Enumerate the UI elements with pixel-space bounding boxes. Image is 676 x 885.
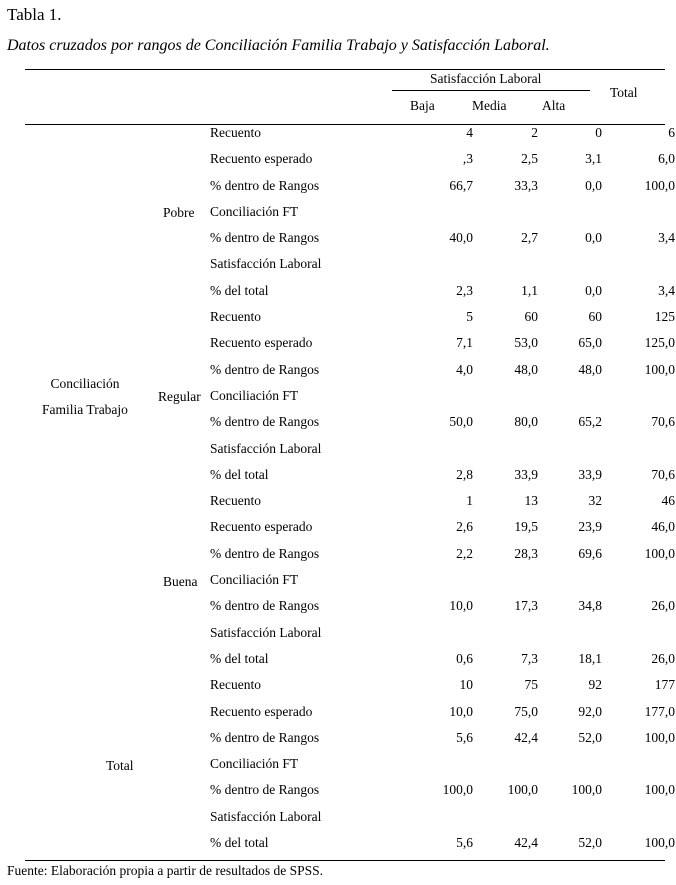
statistic-label: Recuento esperado: [210, 335, 313, 351]
level-cell: [150, 672, 210, 698]
statistic-label: % dentro de Rangos: [210, 598, 320, 614]
level-cell: [150, 699, 210, 725]
cell-baja: 66,7: [449, 177, 473, 193]
row-variable-cell: [25, 330, 150, 356]
level-cell: [150, 541, 210, 567]
row-variable-line2: Familia Trabajo: [42, 402, 128, 417]
cell-media: [473, 436, 538, 462]
statistic-label: Recuento: [210, 493, 261, 509]
cell-alta: [538, 436, 602, 462]
cell-baja: ,3: [462, 151, 473, 167]
statistic-label: Recuento: [210, 125, 261, 140]
level-cell: [150, 725, 210, 751]
level-label-pobre: Pobre: [163, 205, 195, 220]
cell-baja: [407, 436, 473, 462]
table-row: [25, 462, 675, 488]
table-source-note: Fuente: Elaboración propia a partir de resultados de SPSS.: [7, 863, 324, 878]
statistic-label: % del total: [210, 650, 269, 666]
level-label-regular: Regular: [158, 389, 201, 404]
cell-total: 26,0: [651, 650, 675, 666]
statistic-label: Recuento esperado: [210, 703, 313, 719]
statistic-label: % dentro de Rangos: [210, 361, 320, 377]
cell-total: 177,0: [644, 703, 675, 719]
cell-baja: 40,0: [449, 230, 473, 246]
row-variable-cell: [25, 804, 150, 830]
cell-alta: 60: [588, 309, 602, 325]
cell-media: 17,3: [514, 598, 538, 614]
cell-media: 48,0: [514, 361, 538, 377]
row-variable-cell: [25, 146, 150, 172]
row-variable-cell: [25, 830, 150, 856]
cell-total: 3,4: [658, 230, 675, 246]
cell-baja: 0,6: [456, 650, 473, 666]
row-variable-line1: Conciliación: [50, 376, 120, 391]
cell-media: [473, 199, 538, 225]
table-row: [25, 725, 675, 751]
level-cell: [150, 593, 210, 619]
level-cell: [150, 751, 210, 777]
table-row: [25, 409, 675, 435]
level-cell: [150, 225, 210, 251]
cell-media: [473, 620, 538, 646]
cell-baja: 4,0: [456, 361, 473, 377]
cell-media: 75: [524, 677, 538, 693]
statistic-label: Recuento esperado: [210, 519, 313, 535]
row-variable-cell: [25, 357, 150, 383]
table-row: [25, 436, 675, 462]
level-cell: [150, 409, 210, 435]
statistic-label: % dentro de Rangos: [210, 230, 320, 246]
cell-media: [473, 567, 538, 593]
cell-alta: [538, 199, 602, 225]
row-variable-cell: [25, 278, 150, 304]
cell-media: 13: [524, 493, 538, 509]
cell-total: 26,0: [651, 598, 675, 614]
cell-alta: 0: [595, 125, 602, 140]
level-cell: [150, 146, 210, 172]
table-row: [25, 225, 675, 251]
cell-total: 100,0: [644, 782, 675, 798]
cell-baja: 5,6: [456, 835, 473, 851]
table-row: [25, 672, 675, 698]
statistic-label: Conciliación FT: [210, 387, 299, 403]
row-variable-cell: [25, 567, 150, 593]
cell-alta: 33,9: [578, 466, 602, 482]
statistic-label: Recuento: [210, 677, 261, 693]
table-row: [25, 199, 675, 225]
level-cell: [150, 383, 210, 409]
row-variable-cell: [25, 699, 150, 725]
cell-baja: 5,6: [456, 729, 473, 745]
cell-total: [602, 751, 675, 777]
cell-media: [473, 751, 538, 777]
table-row: [25, 567, 675, 593]
table-row: [25, 751, 675, 777]
statistic-label: Conciliación FT: [210, 572, 299, 588]
group-header-rule: [392, 90, 590, 91]
cell-baja: 100,0: [442, 782, 473, 798]
cell-total: 177: [654, 677, 675, 693]
cell-baja: [407, 251, 473, 277]
cell-media: 33,9: [514, 466, 538, 482]
cell-baja: [407, 199, 473, 225]
row-variable-cell: [25, 646, 150, 672]
cell-alta: [538, 804, 602, 830]
cell-alta: 18,1: [578, 650, 602, 666]
cell-media: 60: [524, 309, 538, 325]
crosstab-table: [25, 120, 675, 856]
cell-baja: 7,1: [456, 335, 473, 351]
cell-alta: 65,0: [578, 335, 602, 351]
cell-alta: [538, 620, 602, 646]
cell-total: [602, 251, 675, 277]
cell-alta: 52,0: [578, 835, 602, 851]
table-row: [25, 304, 675, 330]
cell-alta: 34,8: [578, 598, 602, 614]
cell-alta: 0,0: [585, 282, 602, 298]
cell-media: 42,4: [514, 835, 538, 851]
table-caption-title: Datos cruzados por rangos de Conciliación Familia Trabajo y Satisfacción Laboral.: [7, 37, 550, 54]
level-cell: [150, 199, 210, 225]
cell-media: 2: [531, 125, 538, 140]
table-row: [25, 330, 675, 356]
statistic-label: % dentro de Rangos: [210, 782, 320, 798]
statistic-label: % del total: [210, 835, 269, 851]
level-cell: [150, 567, 210, 593]
level-cell: [150, 514, 210, 540]
cell-media: [473, 383, 538, 409]
cell-alta: 100,0: [571, 782, 602, 798]
cell-media: 2,5: [521, 151, 538, 167]
cell-baja: [407, 620, 473, 646]
row-variable-cell: [25, 777, 150, 803]
row-variable-cell: [25, 120, 150, 146]
cell-total: [602, 567, 675, 593]
cell-baja: 50,0: [449, 414, 473, 430]
cell-media: 19,5: [514, 519, 538, 535]
row-variable-cell: [25, 725, 150, 751]
statistic-label: % dentro de Rangos: [210, 414, 320, 430]
cell-total: [602, 199, 675, 225]
cell-total: 46: [661, 493, 675, 509]
level-cell: [150, 462, 210, 488]
level-cell: [150, 120, 210, 146]
statistic-label: Conciliación FT: [210, 203, 299, 219]
cell-baja: 10,0: [449, 598, 473, 614]
cell-baja: 2,2: [456, 545, 473, 561]
statistic-label: Conciliación FT: [210, 756, 299, 772]
cell-media: 100,0: [507, 782, 538, 798]
cell-alta: 69,6: [578, 545, 602, 561]
row-variable-cell: [25, 251, 150, 277]
crosstab-body: [25, 120, 675, 856]
cell-total: 6,0: [658, 151, 675, 167]
table-row: [25, 777, 675, 803]
row-variable-cell: [25, 620, 150, 646]
level-cell: [150, 173, 210, 199]
level-cell: [150, 830, 210, 856]
cell-baja: 5: [466, 309, 473, 325]
cell-media: 42,4: [514, 729, 538, 745]
cell-baja: 2,6: [456, 519, 473, 535]
table-row: [25, 173, 675, 199]
cell-alta: 92: [588, 677, 602, 693]
bottom-rule: [25, 860, 665, 861]
level-cell: [150, 646, 210, 672]
header-col-media: Media: [472, 98, 507, 113]
level-cell: [150, 436, 210, 462]
cell-media: 1,1: [521, 282, 538, 298]
row-variable-cell: [25, 199, 150, 225]
statistic-label: Satisfacción Laboral: [210, 440, 322, 456]
cell-baja: [407, 804, 473, 830]
row-variable-cell: [25, 436, 150, 462]
table-row: [25, 804, 675, 830]
row-variable-cell: [25, 409, 150, 435]
cell-total: 100,0: [644, 729, 675, 745]
cell-alta: 48,0: [578, 361, 602, 377]
cell-total: 3,4: [658, 282, 675, 298]
row-variable-cell: [25, 462, 150, 488]
cell-total: 70,6: [651, 466, 675, 482]
table-row: [25, 514, 675, 540]
cell-total: 125: [654, 309, 675, 325]
cell-media: 75,0: [514, 703, 538, 719]
cell-alta: 65,2: [578, 414, 602, 430]
cell-alta: 3,1: [585, 151, 602, 167]
cell-alta: 0,0: [585, 230, 602, 246]
header-col-baja: Baja: [410, 98, 435, 113]
cell-baja: 2,8: [456, 466, 473, 482]
cell-media: 53,0: [514, 335, 538, 351]
level-cell: [150, 804, 210, 830]
cell-alta: 52,0: [578, 729, 602, 745]
header-group-satisfaccion: Satisfacción Laboral: [430, 71, 542, 86]
cell-total: 6: [668, 125, 675, 140]
cell-media: 7,3: [521, 650, 538, 666]
row-variable-cell: [25, 225, 150, 251]
cell-baja: 4: [466, 125, 473, 140]
cell-media: 33,3: [514, 177, 538, 193]
level-cell: [150, 251, 210, 277]
cell-baja: [407, 567, 473, 593]
table-row: [25, 830, 675, 856]
table-row: [25, 620, 675, 646]
cell-alta: 0,0: [585, 177, 602, 193]
cell-total: [602, 436, 675, 462]
cell-baja: [407, 383, 473, 409]
table-row: [25, 383, 675, 409]
row-variable-cell: [25, 541, 150, 567]
header-col-alta: Alta: [542, 98, 566, 113]
statistic-label: Recuento esperado: [210, 151, 313, 167]
statistic-label: % dentro de Rangos: [210, 177, 320, 193]
cell-alta: 32: [588, 493, 602, 509]
statistic-label: Satisfacción Laboral: [210, 256, 322, 272]
table-row: [25, 120, 675, 146]
cell-alta: [538, 383, 602, 409]
table-row: [25, 146, 675, 172]
level-cell: [150, 330, 210, 356]
cell-baja: [407, 751, 473, 777]
cell-total: 100,0: [644, 177, 675, 193]
table-row: [25, 541, 675, 567]
cell-alta: 92,0: [578, 703, 602, 719]
statistic-label: % dentro de Rangos: [210, 545, 320, 561]
header-col-total: Total: [610, 85, 638, 100]
cell-total: [602, 804, 675, 830]
cell-total: 46,0: [651, 519, 675, 535]
cell-baja: 2,3: [456, 282, 473, 298]
level-label-total: Total: [106, 758, 134, 773]
row-variable-cell: [25, 751, 150, 777]
cell-alta: 23,9: [578, 519, 602, 535]
cell-total: 100,0: [644, 361, 675, 377]
table-row: [25, 278, 675, 304]
row-variable-cell: [25, 593, 150, 619]
statistic-label: % del total: [210, 466, 269, 482]
cell-baja: 1: [466, 493, 473, 509]
row-variable-cell: [25, 383, 150, 409]
level-cell: [150, 278, 210, 304]
table-row: [25, 488, 675, 514]
row-variable-cell: [25, 173, 150, 199]
statistic-label: % dentro de Rangos: [210, 729, 320, 745]
row-variable-cell: [25, 304, 150, 330]
statistic-label: Satisfacción Laboral: [210, 808, 322, 824]
table-row: [25, 699, 675, 725]
level-cell: [150, 777, 210, 803]
level-cell: [150, 304, 210, 330]
level-cell: [150, 357, 210, 383]
cell-media: 80,0: [514, 414, 538, 430]
table-row: [25, 593, 675, 619]
cell-baja: 10,0: [449, 703, 473, 719]
level-cell: [150, 488, 210, 514]
cell-baja: 10: [459, 677, 473, 693]
cell-media: [473, 251, 538, 277]
table-row: [25, 646, 675, 672]
table-row: [25, 251, 675, 277]
level-label-buena: Buena: [163, 574, 198, 589]
cell-total: 100,0: [644, 835, 675, 851]
top-rule: [25, 69, 665, 70]
cell-total: [602, 383, 675, 409]
level-cell: [150, 620, 210, 646]
cell-alta: [538, 567, 602, 593]
row-variable-cell: [25, 488, 150, 514]
table-caption-number: Tabla 1.: [7, 5, 62, 24]
cell-media: [473, 804, 538, 830]
cell-alta: [538, 751, 602, 777]
cell-alta: [538, 251, 602, 277]
row-variable-cell: [25, 672, 150, 698]
cell-total: 125,0: [644, 335, 675, 351]
table-row: [25, 357, 675, 383]
statistic-label: Recuento: [210, 309, 261, 325]
cell-total: 100,0: [644, 545, 675, 561]
cell-total: 70,6: [651, 414, 675, 430]
cell-total: [602, 620, 675, 646]
statistic-label: Satisfacción Laboral: [210, 624, 322, 640]
row-variable-cell: [25, 514, 150, 540]
statistic-label: % del total: [210, 282, 269, 298]
cell-media: 28,3: [514, 545, 538, 561]
cell-media: 2,7: [521, 230, 538, 246]
